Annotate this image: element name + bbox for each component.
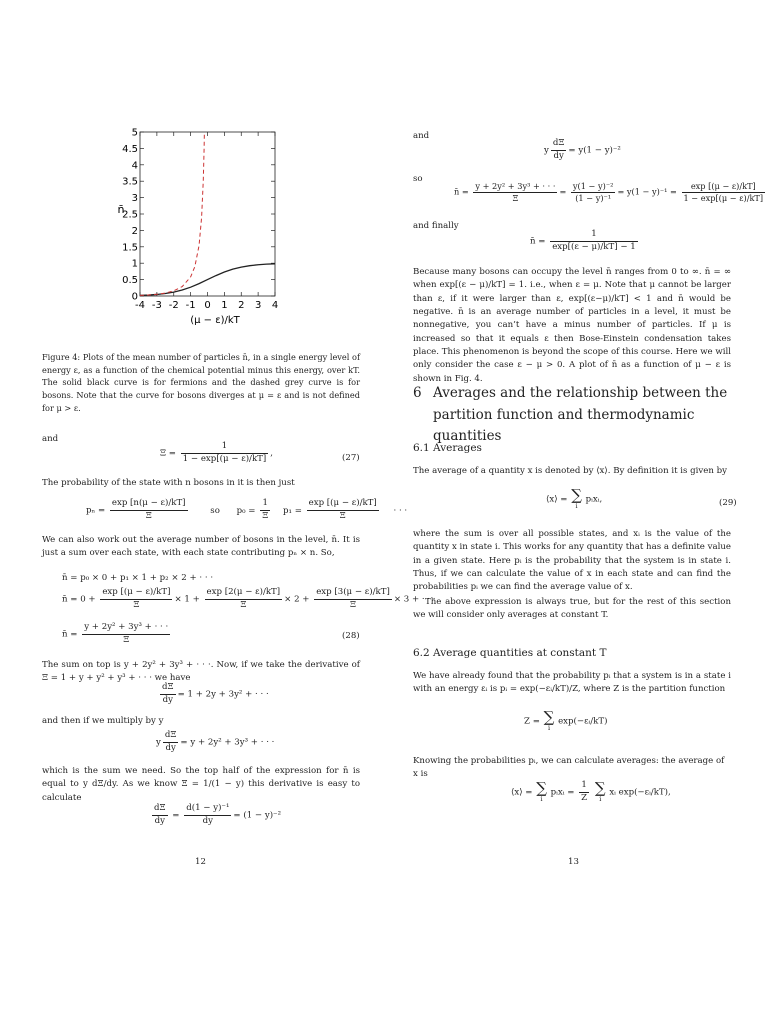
text-so: so xyxy=(413,174,423,184)
chart-y-tick-label: 1.5 xyxy=(122,242,138,254)
subsection-6-1-heading: 6.1 Averages xyxy=(413,442,482,454)
paragraph-always-true: The above expression is always true, but for the rest of this section we will consider only averages at constant T. xyxy=(413,597,731,621)
figure-4-chart xyxy=(95,118,295,333)
equation-27: Ξ = $\frac{1}{1 - \exp[(\mu - \varepsilon)/kT]}$ , xyxy=(160,441,273,464)
chart-y-tick-label: 2.5 xyxy=(122,209,138,221)
chart-y-tick-label: 0 xyxy=(131,291,138,303)
chart-y-tick-label: 3 xyxy=(131,193,138,205)
page-number-12: 12 xyxy=(195,857,206,867)
text-and: and xyxy=(413,131,430,141)
chart-y-tick-label: 2 xyxy=(131,225,138,237)
paragraph-sum-on-top: The sum on top is y + 2y² + 3y³ + · · ·. Now, if we take the derivative of Ξ = 1 + y + y² + y³ + · · · we have xyxy=(42,660,360,684)
paragraph-knowing-probabilities: Knowing the probabilities pᵢ, we can calculate averages: the average of x is xyxy=(413,756,725,780)
paragraph-multiply: and then if we multiply by y xyxy=(42,716,164,726)
chart-y-tick-label: 1 xyxy=(131,258,138,270)
paragraph-average-number: We can also work out the average number of bosons in the level, n̄. It is just a sum over each state, with each state contributing pₙ × n. So, xyxy=(42,535,360,559)
chart-plot-frame xyxy=(140,132,275,296)
equation-r2: n̄ = $\frac{\text{y + 2y² + 3y³ + · · ·}}{\Xi}$ = $\frac{\text{y(1 − y)⁻²}}{\text{(1 − y)⁻¹}}$ = y(1 − y)⁻¹ = $\frac{\exp [(\mu - \varepsilon)/kT]}{1 - \exp[(\mu - \varepsilon)/kT]}$ xyxy=(454,181,764,204)
paragraph-bosons: Because many bosons can occupy the level n̄ ranges from 0 to ∞. n̄ = ∞ when exp[(ε − μ)/kT] = 1. i.e., when ε = μ. Note that μ cannot be larger than ε, if it were larger than ε, exp[(ε−μ)/kT] < 1 and n̄ would be negative. n̄ is an average number of particles in a level, it must be nonnegative, you can’t have a minus number of particles. If μ is increased so that it equals ε then Bose-Einstein condensation takes place. This phenomenon is beyond the scope of this course. Here we will only consider the case ε − μ > 0. A plot of n̄ as a function of μ − ε is shown in Fig. 4. xyxy=(413,267,731,384)
equation-number-28: (28) xyxy=(342,631,360,641)
equation-28-row-2: n̄ = 0 + $\frac{\exp [(\mu - \varepsilon)/kT]}{\Xi}$ × 1 + $\frac{\exp [2(\mu - \varepsilon)/kT]}{\Xi}$ × 2 + $\frac{\exp [3(\mu - \varepsilon)/kT]}{\Xi}$ × 3 + · · · xyxy=(62,587,436,610)
chart-y-tick-label: 3.5 xyxy=(122,176,138,188)
equation-number-27: (27) xyxy=(342,453,360,463)
equation-r1: y $\frac{d\Xi}{dy}$ = y(1 − y)⁻² xyxy=(544,138,621,161)
equation-partition-function: Z = ∑ i exp(−εᵢ/kT) xyxy=(524,708,608,732)
paragraph-probability: The probability of the state with n bosons in it is then just xyxy=(42,478,295,488)
equation-number-29: (29) xyxy=(719,498,737,508)
equation-probabilities: pₙ = $\frac{\exp [n(\mu - \varepsilon)/kT]}{\Xi}$ so p₀ = $\frac{1}{\Xi}$ p₁ = $\frac{\exp [(\mu - \varepsilon)/kT]}{\Xi}$ · · · xyxy=(86,498,408,521)
chart-y-axis-label: n̄ xyxy=(117,203,125,216)
page-13 xyxy=(384,0,768,1024)
page-number-13: 13 xyxy=(568,857,579,867)
paragraph-sum-over-states: where the sum is over all possible states, and xᵢ is the value of the quantity x in state i. This works for any quantity that has a definite value in a given state. Here pᵢ is the probability that the system is in state i. Thus, if we can calculate the value of x in each state and can find the probabilities pᵢ we can find the average value of x. xyxy=(413,529,731,593)
chart-series-fermions-line xyxy=(140,264,275,296)
chart-y-tick-label: 4 xyxy=(131,160,138,172)
chart-y-tick-label: 4.5 xyxy=(122,143,138,155)
chart-x-tick-label: -4 xyxy=(135,300,145,311)
chart-x-tick-label: 3 xyxy=(254,300,262,311)
section-6-heading: 6 Averages and the relationship between the partition function and thermodynamic quantities xyxy=(413,385,728,445)
chart-x-axis-label: (μ − ε)/kT xyxy=(190,315,240,326)
chart-x-tick-label: -3 xyxy=(151,300,162,311)
chart-series-bosons-line xyxy=(140,118,206,295)
equation-r3: n̄ = $\frac{1}{\exp[(\varepsilon - \mu)/kT] - 1}$ xyxy=(530,229,636,252)
subsection-6-2-heading: 6.2 Average quantities at constant T xyxy=(413,647,607,659)
chart-x-tick-label: 4 xyxy=(271,300,279,311)
chart-x-tick-label: -2 xyxy=(168,300,179,311)
chart-y-tick-label: 5 xyxy=(131,127,138,139)
equation-derivative-1: $\frac{d\Xi}{dy}$ = 1 + 2y + 3y² + · · · xyxy=(162,682,269,705)
figure-4-caption: Figure 4: Plots of the mean number of particles n̄, in a single energy level of energy ε, as a function of the chemical potential minus this energy, over kT. The solid black curve is for fermions and the dashed grey curve is for bosons. Note that the curve for bosons diverges at μ = ε and is not defined for μ > ε. xyxy=(42,352,360,413)
equation-average-x: ⟨x⟩ = ∑ i pᵢxᵢ = $\frac{1}{Z}$ ∑ i xᵢ exp(−εᵢ/kT), xyxy=(511,779,671,804)
paragraph-sum-we-need: which is the sum we need. So the top half of the expression for n̄ is equal to y dΞ/dy. As we know Ξ = 1/(1 − y) this derivative is easy to calculate xyxy=(42,766,360,803)
equation-28-row-1: n̄ = p₀ × 0 + p₁ × 1 + p₂ × 2 + · · · xyxy=(62,573,214,583)
text-and: and xyxy=(42,434,59,444)
chart-x-tick-label: 1 xyxy=(221,300,228,311)
paragraph-probability-pi: We have already found that the probability pᵢ that a system is in a state i with an energy εᵢ is pᵢ = exp(−εᵢ/kT)/Z, where Z is the partition function xyxy=(413,671,731,695)
chart-x-tick-label: 2 xyxy=(238,300,245,311)
chart-x-tick-label: 0 xyxy=(204,300,211,311)
chart-y-tick-label: 0.5 xyxy=(122,275,138,287)
text-and-finally: and finally xyxy=(413,221,459,231)
equation-derivative-3: $\frac{d\Xi}{dy}$ = $\frac{\text{d(1 − y)⁻¹}}{dy}$ = (1 − y)⁻² xyxy=(154,803,282,826)
chart-x-tick-label: -1 xyxy=(185,300,196,311)
paragraph-average-def: The average of a quantity x is denoted by ⟨x⟩. By definition it is given by xyxy=(413,466,727,476)
equation-28-row-3: n̄ = $\frac{\text{y + 2y² + 3y³ + · · ·}}{\Xi}$ xyxy=(62,622,169,645)
equation-29: ⟨x⟩ = ∑ i pᵢxᵢ, xyxy=(546,486,603,510)
equation-derivative-2: y $\frac{d\Xi}{dy}$ = y + 2y² + 3y³ + · · · xyxy=(156,730,275,753)
